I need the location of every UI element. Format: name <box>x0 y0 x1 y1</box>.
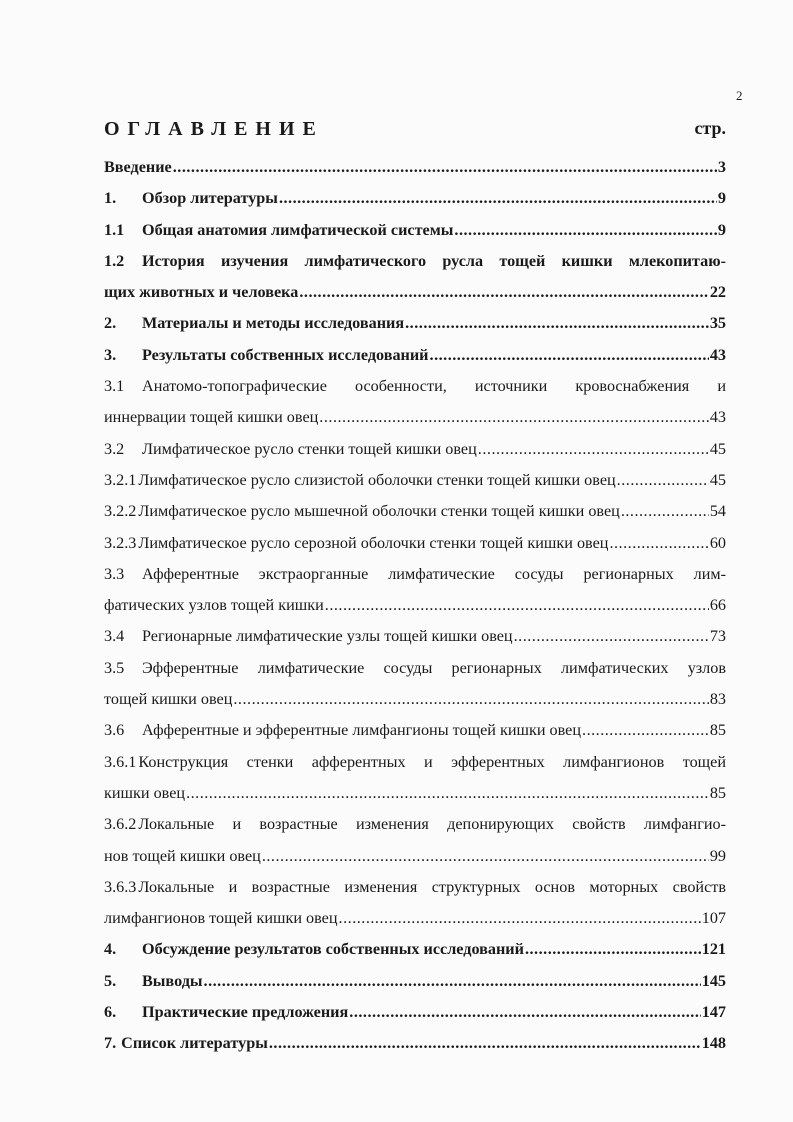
toc-page-number: 99 <box>709 846 726 865</box>
toc-page-number: 66 <box>709 596 726 615</box>
toc-line <box>104 246 726 277</box>
page-title: ОГЛАВЛЕНИЕ <box>104 118 324 140</box>
toc-entry-title: лимфангионов тощей кишки овец <box>104 909 338 928</box>
dot-leader <box>349 997 700 1028</box>
toc-entry-text <box>104 377 726 395</box>
toc-line <box>104 841 726 872</box>
toc-entry-text <box>104 621 513 652</box>
dot-leader <box>525 934 701 965</box>
toc-entry-title: нов тощей кишки овец <box>104 846 261 865</box>
toc-entry-text <box>104 308 404 339</box>
toc-line <box>104 402 726 433</box>
dot-leader <box>609 528 708 559</box>
toc-line <box>104 559 726 590</box>
toc-line <box>104 277 726 308</box>
toc-entry-number: 3.6.2 <box>104 815 137 834</box>
dot-leader <box>478 434 709 465</box>
dot-leader <box>233 684 708 715</box>
toc-entry-number: 3.2.3 <box>104 533 137 552</box>
toc-entry-number: 3.2.1 <box>104 470 137 489</box>
toc-line <box>104 496 726 527</box>
toc-line <box>104 997 726 1028</box>
toc-line <box>104 434 726 465</box>
toc-entry-title: Практические предложения <box>142 1003 349 1022</box>
toc-entry-text <box>104 878 726 896</box>
toc-line <box>104 934 726 965</box>
toc-page-number: 148 <box>701 1034 726 1053</box>
toc-entry-text <box>104 715 581 746</box>
toc-entry-title: Результаты собственных исследований <box>142 345 429 364</box>
toc-page-number: 9 <box>717 220 726 239</box>
toc-page-number: 85 <box>709 783 726 802</box>
dot-leader <box>617 465 709 496</box>
toc-page-number: 43 <box>709 408 726 427</box>
dot-leader <box>514 621 709 652</box>
toc-page-number: 45 <box>709 470 726 489</box>
toc-page-number: 107 <box>701 909 726 928</box>
toc-line <box>104 715 726 746</box>
toc-header <box>104 118 726 144</box>
dot-leader <box>186 778 709 809</box>
toc-entry-title: Список литературы <box>121 1034 268 1053</box>
toc-entry-title: щих животных и человека <box>104 283 299 302</box>
toc-entry-title: Локальные и возрастные изменения депонирующих свойств лимфангио- <box>138 815 726 834</box>
toc-entry-text <box>104 778 185 809</box>
toc-entry-number: 3.1 <box>104 377 125 396</box>
toc-entry-text <box>104 340 429 371</box>
toc-entry-text <box>104 997 348 1028</box>
toc-entry-text <box>104 1028 268 1059</box>
toc-line <box>104 340 726 371</box>
toc-entry-number: 1. <box>104 189 117 208</box>
toc-page-number: 60 <box>709 533 726 552</box>
toc-entry-number: 6. <box>104 1003 117 1022</box>
dot-leader <box>279 183 717 214</box>
toc-entry-text <box>104 183 278 214</box>
toc-entry-title: История изучения лимфатического русла тощей кишки млекопитаю- <box>142 251 726 270</box>
toc-entry-number: 3.2 <box>104 439 125 458</box>
toc-page-number: 43 <box>709 345 726 364</box>
toc-entry-text <box>104 659 726 677</box>
toc-entry-title: кишки овец <box>104 783 186 802</box>
page-number: 2 <box>736 88 743 103</box>
toc-entry-number: 7. <box>104 1034 117 1053</box>
toc-entry-title: Локальные и возрастные изменения структурных основ моторных свойств <box>138 877 726 896</box>
toc-page-number: 147 <box>701 1003 726 1022</box>
toc-entry-number: 3. <box>104 345 117 364</box>
toc-entry-title: Регионарные лимфатические узлы тощей кишки овец <box>142 627 513 646</box>
dot-leader <box>430 340 709 371</box>
toc-entry-number: 3.3 <box>104 564 125 583</box>
toc-entry-title: Эфферентные лимфатические сосуды регионарных лимфатических узлов <box>142 658 726 677</box>
toc-entry-text <box>104 684 232 715</box>
toc-entry-text <box>104 465 616 496</box>
toc-entry-title: Афферентные экстраорганные лимфатические сосуды регионарных лим- <box>142 564 726 583</box>
toc-entry-title: Обзор литературы <box>142 189 278 208</box>
toc-page-number: 22 <box>709 283 726 302</box>
table-of-contents <box>104 152 726 1060</box>
toc-page-number: 54 <box>709 502 726 521</box>
toc-entry-title: Введение <box>104 158 172 176</box>
toc-entry-text <box>104 966 203 997</box>
toc-page-number: 45 <box>709 439 726 458</box>
dot-leader <box>269 1028 701 1059</box>
toc-entry-title: Лимфатическое русло слизистой оболочки стенки тощей кишки овец <box>138 470 616 489</box>
toc-line <box>104 590 726 621</box>
toc-page-number: 85 <box>709 721 726 740</box>
toc-line <box>104 809 726 840</box>
toc-entry-text <box>104 496 620 527</box>
toc-entry-text <box>104 934 524 965</box>
dot-leader <box>262 841 709 872</box>
toc-entry-title: Афферентные и эфферентные лимфангионы тощей кишки овец <box>142 721 582 740</box>
dot-leader <box>582 715 709 746</box>
dot-leader <box>299 277 708 308</box>
toc-entry-number: 3.6 <box>104 721 125 740</box>
toc-entry-text <box>104 903 338 934</box>
toc-entry-title: тощей кишки овец <box>104 690 233 709</box>
toc-line <box>104 621 726 652</box>
toc-entry-title: Конструкция стенки афферентных и эфферентных лимфангионов тощей <box>138 752 726 771</box>
toc-entry-number: 3.4 <box>104 627 125 646</box>
toc-page-number: 145 <box>701 971 726 990</box>
toc-entry-title: Лимфатическое русло стенки тощей кишки овец <box>142 439 477 458</box>
toc-line <box>104 747 726 778</box>
dot-leader <box>319 402 709 433</box>
toc-line <box>104 966 726 997</box>
toc-entry-title: фатических узлов тощей кишки <box>104 596 324 615</box>
toc-page-number: 35 <box>709 314 726 333</box>
toc-entry-text <box>104 528 608 559</box>
toc-entry-number: 3.2.2 <box>104 502 137 521</box>
toc-line <box>104 903 726 934</box>
toc-entry-number: 1.2 <box>104 251 125 270</box>
dot-leader <box>173 152 717 183</box>
toc-entry-title: Общая анатомия лимфатической системы <box>142 220 454 239</box>
dot-leader <box>204 966 701 997</box>
dot-leader <box>405 308 709 339</box>
toc-entry-number: 5. <box>104 971 117 990</box>
toc-entry-title: Анатомо-топографические особенности, источники кровоснабжения и <box>142 377 726 396</box>
dot-leader <box>339 903 701 934</box>
toc-entry-number: 1.1 <box>104 220 125 239</box>
toc-entry-text <box>104 841 261 872</box>
toc-entry-text <box>104 252 726 270</box>
toc-entry-title: Обсуждение результатов собственных исследований <box>142 940 524 959</box>
toc-entry-text <box>104 215 453 246</box>
toc-line <box>104 215 726 246</box>
toc-line <box>104 778 726 809</box>
toc-entry-text <box>104 152 172 183</box>
toc-entry-title: Материалы и методы исследования <box>142 314 405 333</box>
toc-line <box>104 371 726 402</box>
toc-entry-text <box>104 402 318 433</box>
toc-entry-number: 3.5 <box>104 658 125 677</box>
toc-line <box>104 653 726 684</box>
toc-page-number: 121 <box>701 940 726 959</box>
toc-line <box>104 308 726 339</box>
toc-entry-text <box>104 590 324 621</box>
toc-line <box>104 465 726 496</box>
toc-entry-text <box>104 815 726 833</box>
toc-entry-number: 3.6.3 <box>104 877 137 896</box>
dot-leader <box>621 496 709 527</box>
toc-line <box>104 684 726 715</box>
toc-entry-title: Лимфатическое русло мышечной оболочки стенки тощей кишки овец <box>138 502 620 521</box>
toc-page-number: 73 <box>709 627 726 646</box>
toc-line <box>104 872 726 903</box>
toc-entry-title: Лимфатическое русло серозной оболочки стенки тощей кишки овец <box>138 533 609 552</box>
toc-entry-title: Выводы <box>142 971 203 990</box>
toc-entry-title: иннервации тощей кишки овец <box>104 408 319 427</box>
toc-entry-text <box>104 277 298 308</box>
toc-line <box>104 152 726 183</box>
toc-entry-number: 3.6.1 <box>104 752 137 771</box>
dot-leader <box>454 215 717 246</box>
toc-entry-text <box>104 434 477 465</box>
dot-leader <box>325 590 709 621</box>
toc-line <box>104 183 726 214</box>
toc-page-number: 9 <box>717 189 726 208</box>
toc-page-number: 3 <box>717 158 726 176</box>
toc-entry-number: 4. <box>104 940 117 959</box>
toc-line <box>104 528 726 559</box>
page-column-label: стр. <box>694 118 726 138</box>
toc-page-number: 83 <box>709 690 726 709</box>
toc-line <box>104 1028 726 1059</box>
toc-entry-number: 2. <box>104 314 117 333</box>
toc-entry-text <box>104 565 726 583</box>
toc-entry-text <box>104 753 726 771</box>
